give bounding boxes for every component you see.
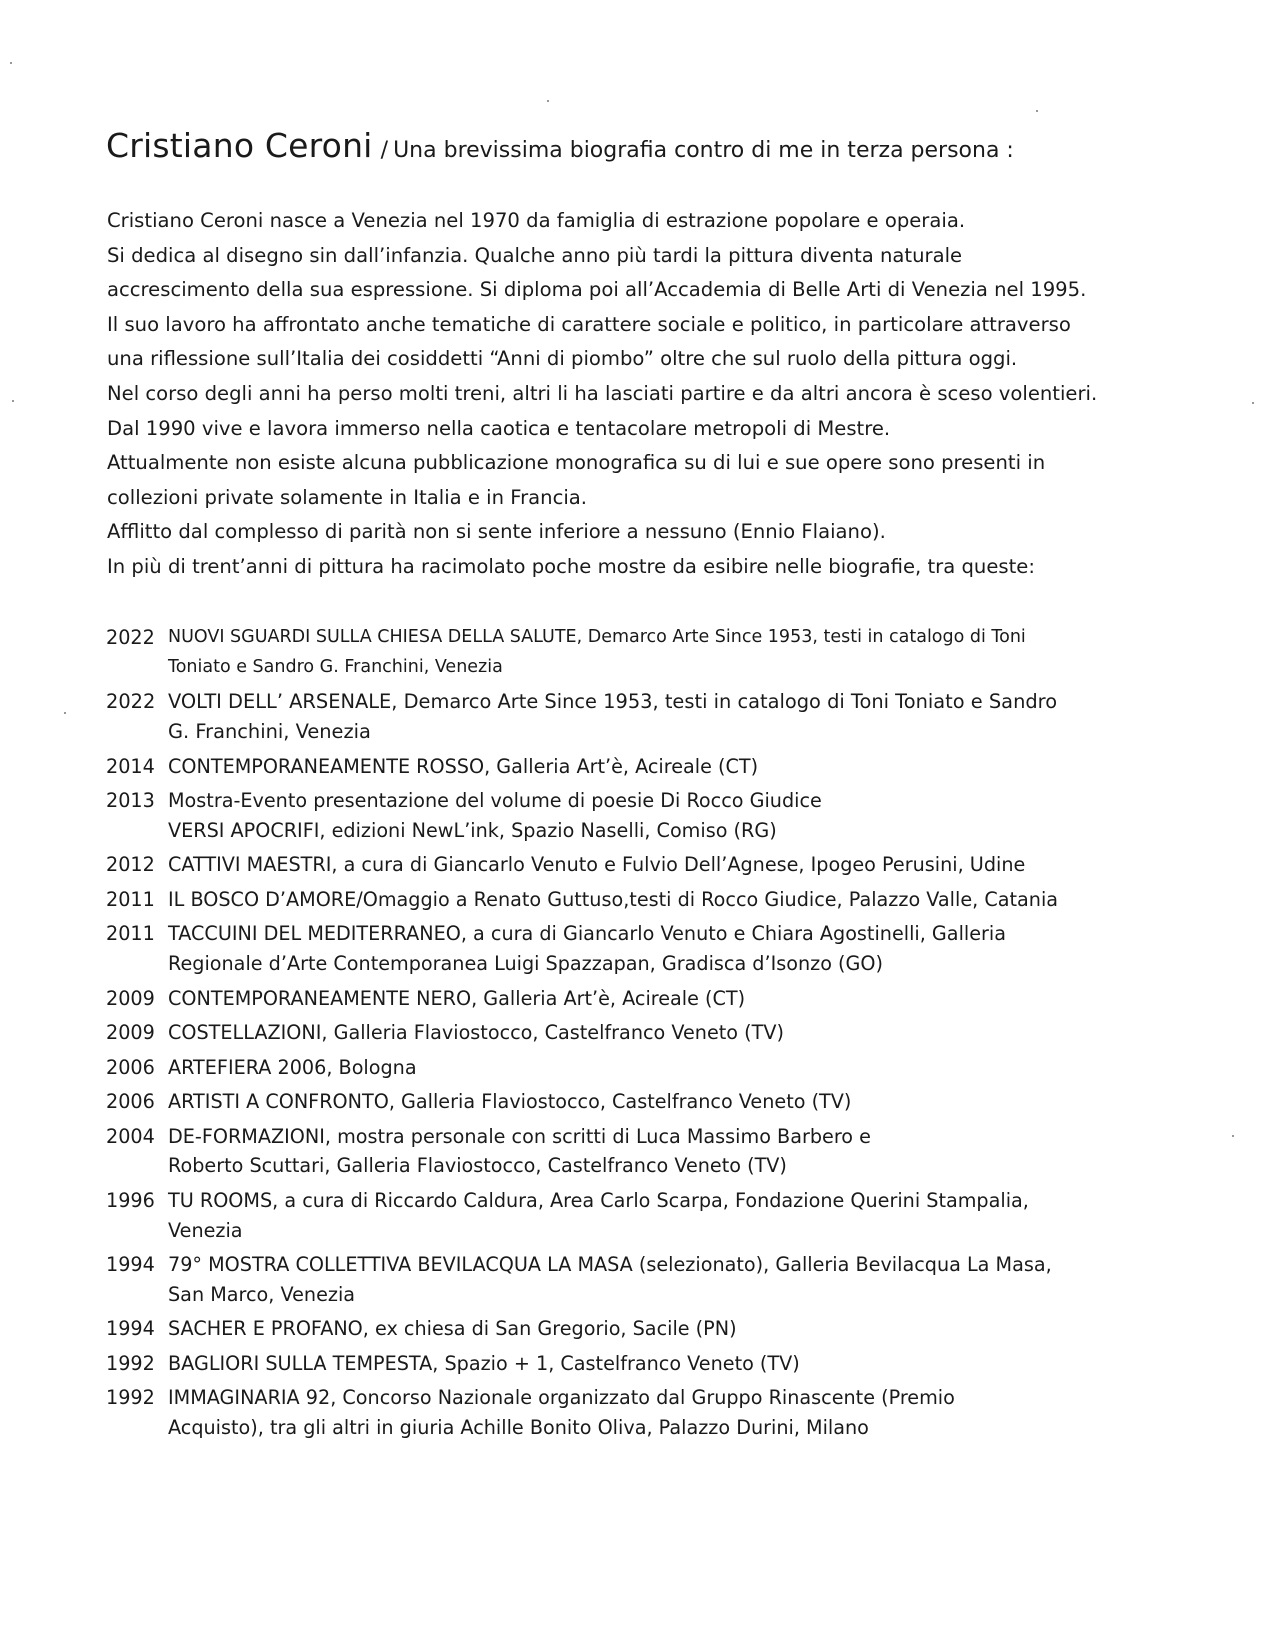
exhibition-text: Acquisto), tra gli altri in giuria Achille Bonito Oliva, Palazzo Durini, Milano bbox=[168, 1416, 869, 1440]
scan-speck bbox=[1252, 402, 1254, 404]
exhibition-entry bbox=[106, 1186, 1246, 1246]
exhibition-entry bbox=[106, 786, 1246, 846]
exhibition-year: 2011 bbox=[106, 922, 155, 946]
exhibition-entry bbox=[106, 687, 1246, 747]
scan-speck bbox=[64, 712, 66, 714]
exhibition-text: Roberto Scuttari, Galleria Flaviostocco, Castelfranco Veneto (TV) bbox=[168, 1154, 787, 1178]
exhibition-year: 1994 bbox=[106, 1253, 155, 1277]
exhibition-entry bbox=[106, 1250, 1246, 1310]
bio-line: accrescimento della sua espressione. Si diploma poi all’Accademia di Belle Arti di Venezia nel 1995. bbox=[107, 278, 1087, 302]
bio-line: Cristiano Ceroni nasce a Venezia nel 1970 da famiglia di estrazione popolare e operaia. bbox=[107, 209, 966, 232]
exhibition-text: COSTELLAZIONI, Galleria Flaviostocco, Castelfranco Veneto (TV) bbox=[168, 1021, 784, 1045]
bio-line: Dal 1990 vive e lavora immerso nella caotica e tentacolare metropoli di Mestre. bbox=[107, 416, 891, 440]
exhibition-entry bbox=[106, 885, 1246, 915]
exhibition-text: CONTEMPORANEAMENTE ROSSO, Galleria Art’è, Acireale (CT) bbox=[168, 754, 759, 778]
exhibition-entry bbox=[106, 752, 1246, 782]
bio-line: Nel corso degli anni ha perso molti treni, altri li ha lasciati partire e da altri ancora è sceso volentieri. bbox=[107, 381, 1098, 405]
exhibition-year: 1992 bbox=[106, 1351, 155, 1375]
exhibition-text: TACCUINI DEL MEDITERRANEO, a cura di Giancarlo Venuto e Chiara Agostinelli, Galleria bbox=[168, 922, 1007, 946]
bio-line: Afflitto dal complesso di parità non si sente inferiore a nessuno (Ennio Flaiano). bbox=[107, 520, 886, 544]
exhibition-year: 2014 bbox=[106, 754, 155, 778]
exhibition-text: ARTISTI A CONFRONTO, Galleria Flaviostocco, Castelfranco Veneto (TV) bbox=[168, 1090, 852, 1114]
exhibition-entry bbox=[106, 1314, 1246, 1344]
exhibition-text: ARTEFIERA 2006, Bologna bbox=[168, 1055, 417, 1079]
exhibition-text: IL BOSCO D’AMORE/Omaggio a Renato Guttuso,testi di Rocco Giudice, Palazzo Valle, Catania bbox=[168, 887, 1059, 911]
exhibition-year: 2022 bbox=[106, 690, 156, 714]
exhibition-year: 2013 bbox=[106, 789, 155, 813]
exhibition-year: 2022 bbox=[106, 626, 155, 649]
exhibition-text: DE-FORMAZIONI, mostra personale con scritti di Luca Massimo Barbero e bbox=[168, 1124, 871, 1148]
bio-line: una riflessione sull’Italia dei cosiddetti “Anni di piombo” oltre che sul ruolo della pittura oggi. bbox=[107, 347, 1018, 371]
scan-speck bbox=[12, 400, 14, 402]
exhibition-list bbox=[106, 623, 1246, 1448]
exhibition-entry bbox=[106, 1018, 1246, 1048]
exhibition-year: 2009 bbox=[106, 1021, 155, 1045]
title-subtitle: Una brevissima biografia contro di me in terza persona : bbox=[393, 138, 1014, 163]
scan-speck bbox=[1232, 1135, 1234, 1137]
scan-speck bbox=[10, 62, 12, 64]
exhibition-text: TU ROOMS, a cura di Riccardo Caldura, Area Carlo Scarpa, Fondazione Querini Stampalia, bbox=[168, 1188, 1029, 1212]
artist-name: Cristiano Ceroni bbox=[106, 126, 373, 165]
bio-line: collezioni private solamente in Italia e in Francia. bbox=[107, 485, 588, 509]
exhibition-text: G. Franchini, Venezia bbox=[168, 720, 371, 744]
exhibition-entry bbox=[106, 850, 1246, 880]
scan-speck bbox=[1036, 110, 1038, 112]
exhibition-text: IMMAGINARIA 92, Concorso Nazionale organizzato dal Gruppo Rinascente (Premio bbox=[168, 1386, 955, 1410]
exhibition-text: 79° MOSTRA COLLETTIVA BEVILACQUA LA MASA (selezionato), Galleria Bevilacqua La Masa, bbox=[168, 1253, 1052, 1277]
exhibition-text: SACHER E PROFANO, ex chiesa di San Gregorio, Sacile (PN) bbox=[168, 1317, 737, 1341]
scan-speck bbox=[547, 100, 549, 102]
bio-line: Il suo lavoro ha affrontato anche tematiche di carattere sociale e politico, in particolare attraverso bbox=[107, 312, 1071, 336]
title-separator: / bbox=[380, 138, 388, 163]
exhibition-text: CONTEMPORANEAMENTE NERO, Galleria Art’è, Acireale (CT) bbox=[168, 986, 746, 1010]
exhibition-entry bbox=[106, 919, 1246, 979]
exhibition-text: VERSI APOCRIFI, edizioni NewL’ink, Spazio Naselli, Comiso (RG) bbox=[168, 818, 777, 842]
exhibition-year: 1992 bbox=[106, 1386, 155, 1410]
exhibition-entry bbox=[106, 984, 1246, 1014]
exhibition-year: 2011 bbox=[106, 887, 155, 911]
exhibition-year: 1994 bbox=[106, 1317, 155, 1341]
exhibition-entry bbox=[106, 1383, 1246, 1443]
bio-line: Attualmente non esiste alcuna pubblicazione monografica su di lui e sue opere sono presenti in bbox=[107, 451, 1046, 475]
exhibition-year: 2006 bbox=[106, 1055, 155, 1079]
exhibition-year: 1996 bbox=[106, 1188, 155, 1212]
exhibition-year: 2006 bbox=[106, 1090, 155, 1114]
exhibition-entry bbox=[106, 1349, 1246, 1379]
exhibition-entry bbox=[106, 623, 1246, 683]
exhibition-text: VOLTI DELL’ ARSENALE, Demarco Arte Since 1953, testi in catalogo di Toni Toniato e Sandro bbox=[168, 690, 1058, 714]
document-title bbox=[106, 126, 1014, 165]
exhibition-text: Mostra-Evento presentazione del volume di poesie Di Rocco Giudice bbox=[168, 789, 822, 813]
exhibition-year: 2004 bbox=[106, 1124, 155, 1148]
exhibition-text: BAGLIORI SULLA TEMPESTA, Spazio + 1, Castelfranco Veneto (TV) bbox=[168, 1351, 800, 1375]
exhibition-year: 2012 bbox=[106, 853, 155, 877]
exhibition-entry bbox=[106, 1122, 1246, 1182]
bio-line: Si dedica al disegno sin dall’infanzia. Qualche anno più tardi la pittura diventa naturale bbox=[107, 243, 963, 267]
biography-text bbox=[107, 204, 1247, 585]
bio-line: In più di trent’anni di pittura ha racimolato poche mostre da esibire nelle biografie, tra queste: bbox=[107, 554, 1035, 578]
exhibition-text: San Marco, Venezia bbox=[168, 1282, 356, 1306]
exhibition-text: Regionale d’Arte Contemporanea Luigi Spazzapan, Gradisca d’Isonzo (GO) bbox=[168, 952, 883, 976]
exhibition-text: Venezia bbox=[168, 1218, 243, 1242]
exhibition-entry bbox=[106, 1053, 1246, 1083]
exhibition-entry bbox=[106, 1087, 1246, 1117]
exhibition-text: Toniato e Sandro G. Franchini, Venezia bbox=[168, 656, 503, 677]
exhibition-text: CATTIVI MAESTRI, a cura di Giancarlo Venuto e Fulvio Dell’Agnese, Ipogeo Perusini, Udine bbox=[168, 853, 1026, 877]
exhibition-year: 2009 bbox=[106, 986, 155, 1010]
exhibition-text: NUOVI SGUARDI SULLA CHIESA DELLA SALUTE, Demarco Arte Since 1953, testi in catalogo di Toni bbox=[168, 627, 1026, 647]
